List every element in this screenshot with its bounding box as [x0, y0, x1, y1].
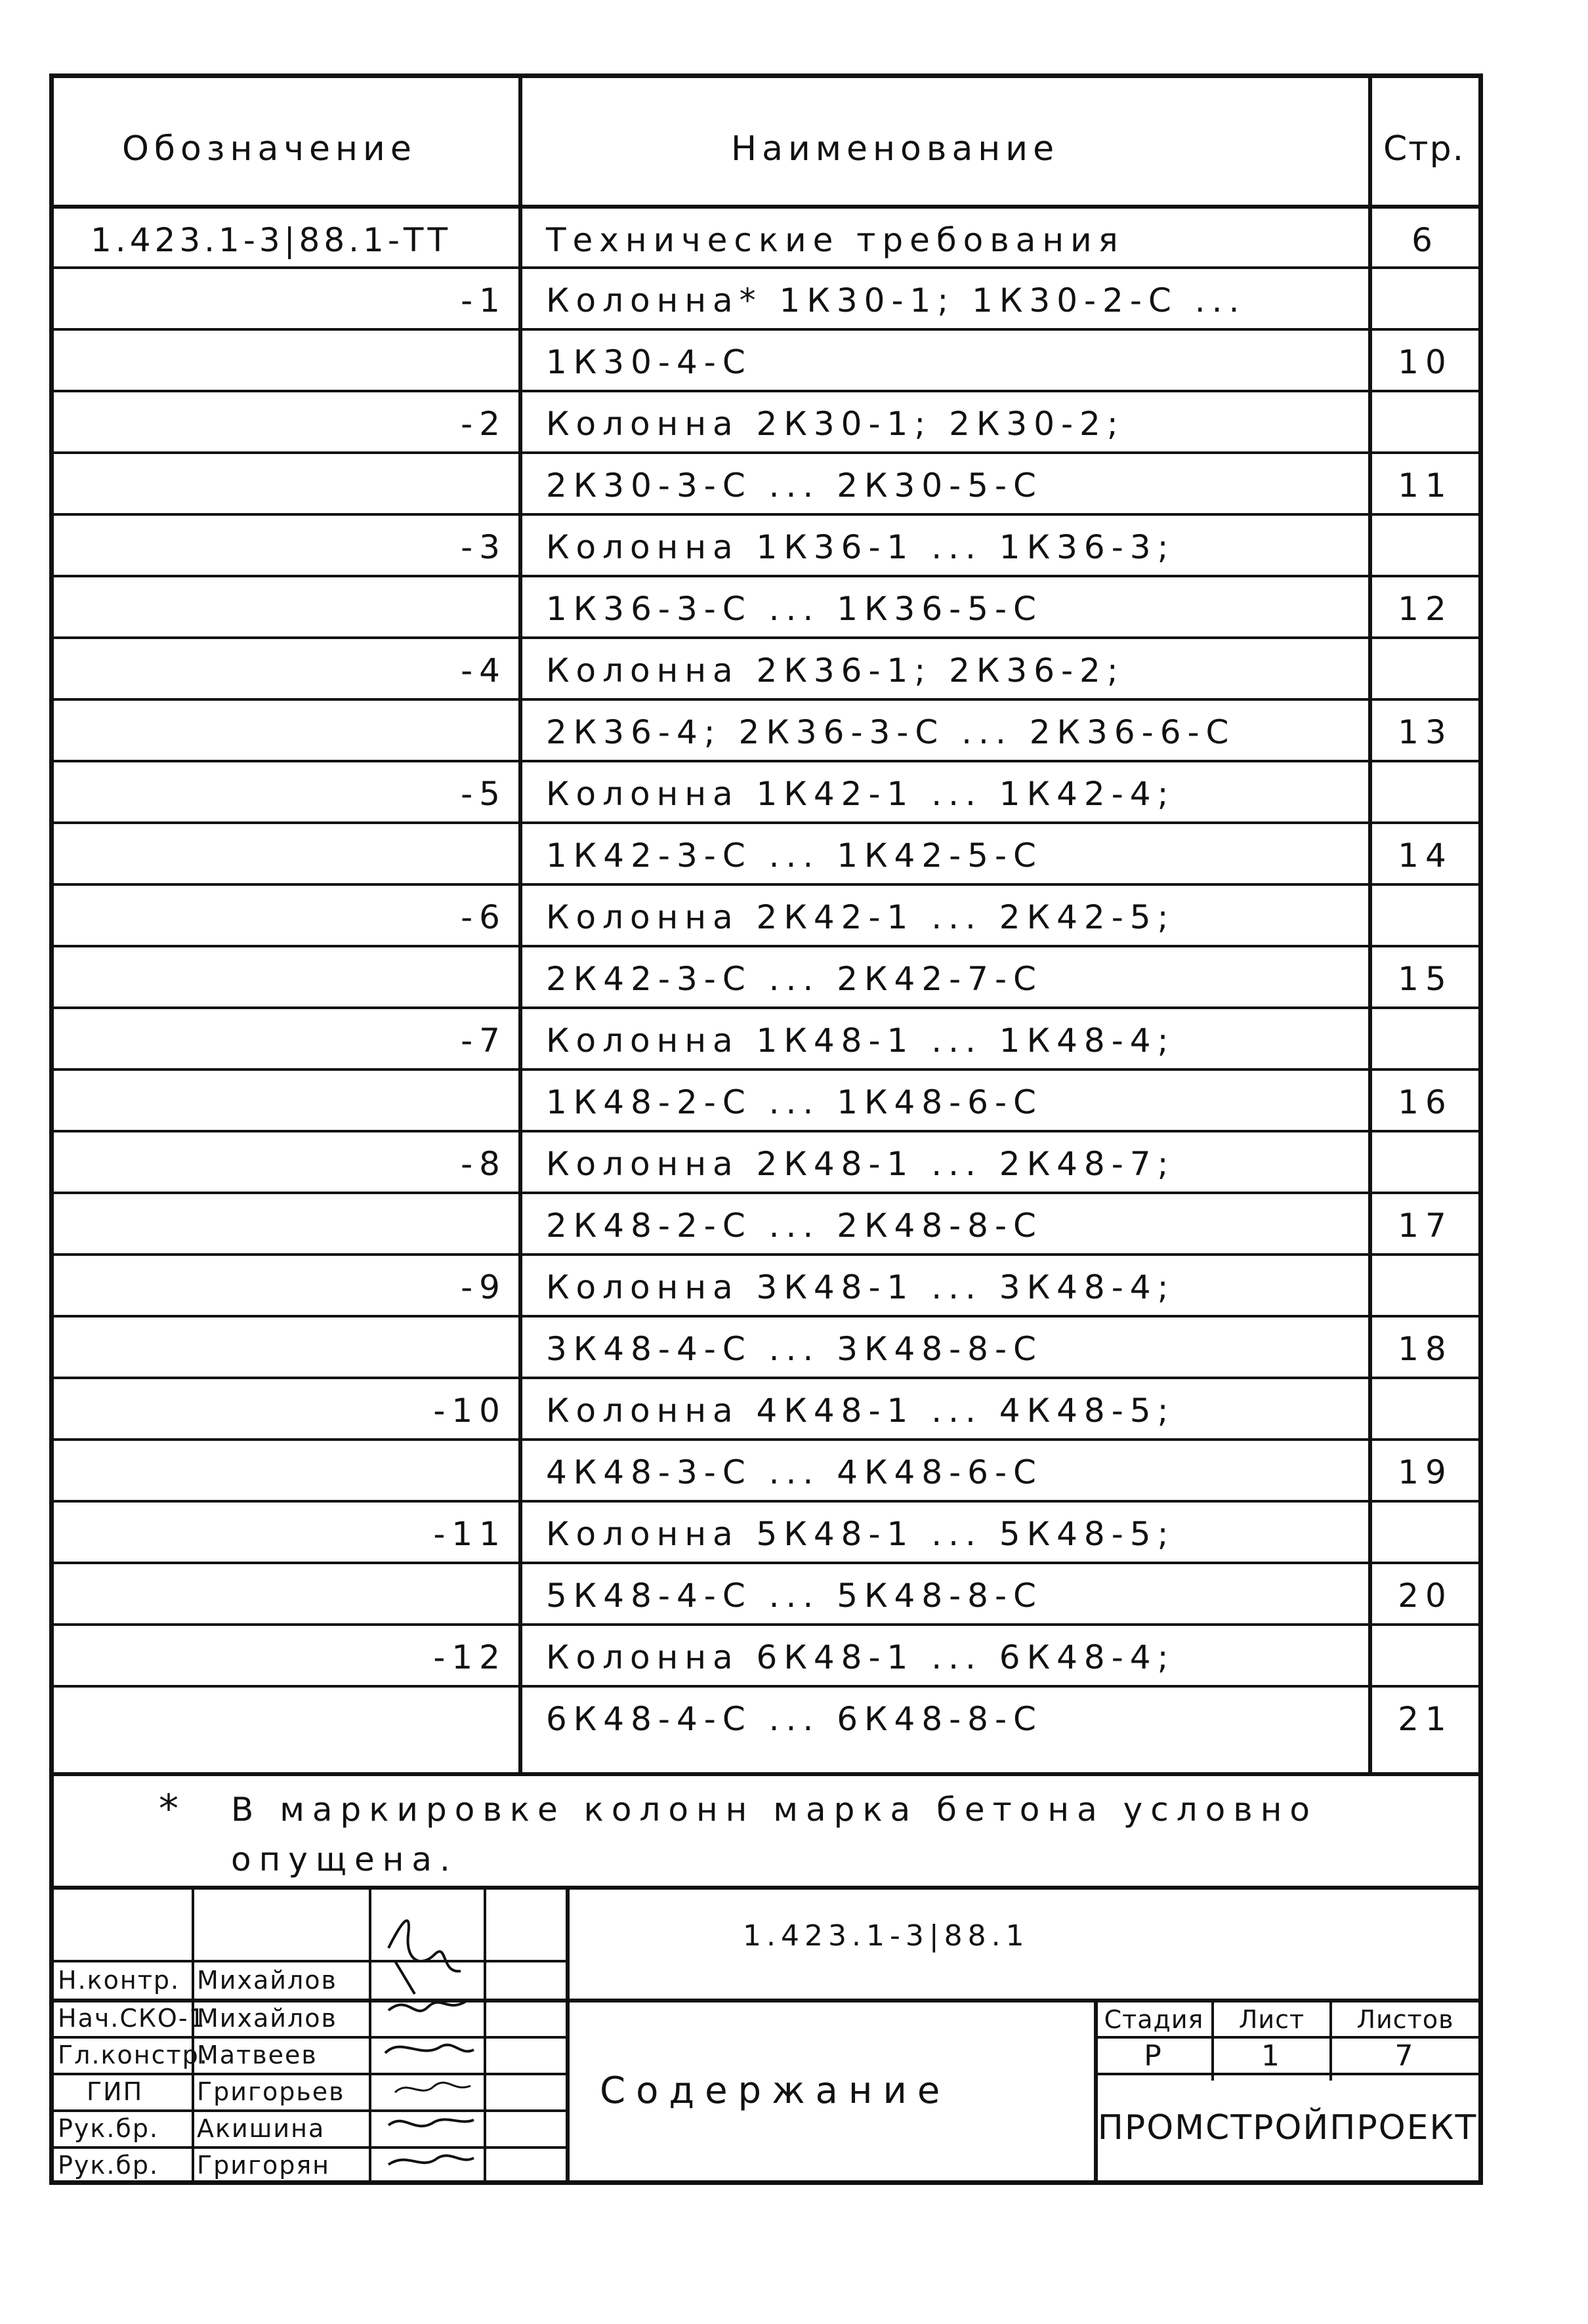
row-name: Колонна 4К48-1 ... 4К48-5;: [546, 1392, 1175, 1430]
doc-code: 1.423.1-3|88.1: [743, 1919, 1030, 1953]
row-code: -12: [433, 1638, 507, 1676]
tb-hline: [54, 1999, 1478, 2002]
row-name: Колонна 5К48-1 ... 5К48-5;: [546, 1515, 1175, 1553]
staff-role: Нач.СКО-1: [58, 2004, 206, 2033]
row-page: 20: [1398, 1577, 1453, 1615]
row-name: Колонна 1К42-1 ... 1К42-4;: [546, 775, 1175, 813]
stage-value: Р: [1144, 2039, 1164, 2073]
row-separator: [54, 1130, 1478, 1132]
row-name: 1К42-3-С ... 1К42-5-С: [546, 837, 1043, 875]
row-name: 2К48-2-С ... 2К48-8-С: [546, 1207, 1043, 1245]
row-page: 17: [1398, 1207, 1453, 1245]
tb-hline: [54, 1960, 566, 1962]
row-name: 1К36-3-С ... 1К36-5-С: [546, 590, 1043, 628]
row-separator: [54, 1315, 1478, 1318]
sheet-value: 1: [1261, 2039, 1282, 2073]
signatures-graphic: [375, 1896, 480, 2178]
column-divider-2: [1368, 78, 1372, 1772]
header-name: Наименование: [731, 129, 1060, 169]
row-page: 11: [1398, 467, 1453, 505]
row-name: Колонна* 1К30-1; 1К30-2-С ...: [546, 281, 1246, 320]
row-page: 18: [1398, 1330, 1453, 1368]
row-separator: [54, 1562, 1478, 1564]
row-name: Колонна 2К30-1; 2К30-2;: [546, 405, 1125, 443]
row-separator: [54, 1623, 1478, 1626]
row-name: Колонна 2К42-1 ... 2К42-5;: [546, 898, 1175, 936]
note-divider: [54, 1772, 1478, 1776]
row-page: 13: [1398, 713, 1453, 751]
row-code: -8: [461, 1145, 507, 1183]
row-code: -1: [461, 281, 507, 320]
staff-role: ГИП: [87, 2077, 144, 2106]
sheet-label: Лист: [1238, 2005, 1305, 2034]
staff-role: Гл.констр.: [58, 2041, 209, 2069]
tb-hline: [1094, 2036, 1478, 2039]
header-divider: [54, 205, 1478, 209]
header-designation: Обозначение: [122, 129, 417, 169]
tb-hline: [54, 2109, 566, 2112]
row-page: 14: [1398, 837, 1453, 875]
row-separator: [54, 390, 1478, 392]
tb-vline: [369, 1886, 371, 2185]
row-separator: [54, 513, 1478, 516]
stage-label: Стадия: [1104, 2005, 1204, 2034]
tb-hline: [1094, 2073, 1478, 2075]
row-code: -2: [461, 405, 507, 443]
row-name: 2К36-4; 2К36-3-С ... 2К36-6-С: [546, 713, 1236, 751]
row-page: 6: [1411, 221, 1439, 259]
row-name: 5К48-4-С ... 5К48-8-С: [546, 1577, 1043, 1615]
row-code: -7: [461, 1022, 507, 1060]
row-separator: [54, 451, 1478, 454]
drawing-sheet: [49, 73, 1483, 2185]
note-line-1: В маркировке колонн марка бетона условно: [231, 1791, 1318, 1829]
row-separator: [54, 1253, 1478, 1256]
row-separator: [54, 760, 1478, 762]
sheets-label: Листов: [1356, 2005, 1454, 2034]
staff-role: Н.контр.: [58, 1966, 180, 1995]
header-page: Стр.: [1383, 129, 1465, 169]
title-block-top: [54, 1886, 1478, 1890]
staff-name: Григорян: [197, 2151, 331, 2180]
row-separator: [54, 266, 1478, 269]
row-name: 1К48-2-С ... 1К48-6-С: [546, 1083, 1043, 1121]
staff-name: Михайлов: [197, 1966, 337, 1995]
staff-role: Рук.бр.: [58, 2114, 159, 2143]
tb-hline: [54, 2036, 566, 2039]
staff-role: Рук.бр.: [58, 2151, 159, 2180]
staff-name: Михайлов: [197, 2004, 337, 2033]
row-code: -5: [461, 775, 507, 813]
row-separator: [54, 1068, 1478, 1071]
row-name: Технические требования: [546, 221, 1125, 259]
sheets-value: 7: [1394, 2039, 1416, 2073]
tb-vline: [566, 1886, 570, 2185]
tb-hline: [54, 2073, 566, 2075]
row-code: 1.423.1-3|88.1-ТТ: [91, 221, 451, 259]
document-title: Содержание: [600, 2069, 951, 2112]
row-page: 21: [1398, 1700, 1453, 1738]
note-mark: *: [159, 1786, 185, 1832]
row-separator: [54, 821, 1478, 824]
row-separator: [54, 575, 1478, 577]
row-name: 6К48-4-С ... 6К48-8-С: [546, 1700, 1043, 1738]
row-page: 12: [1398, 590, 1453, 628]
row-name: 1К30-4-С: [546, 343, 752, 381]
row-page: 16: [1398, 1083, 1453, 1121]
row-name: Колонна 1К48-1 ... 1К48-4;: [546, 1022, 1175, 1060]
tb-vline: [192, 1886, 194, 2185]
row-code: -6: [461, 898, 507, 936]
row-separator: [54, 1438, 1478, 1441]
row-separator: [54, 698, 1478, 701]
row-separator: [54, 1500, 1478, 1503]
row-name: Колонна 2К48-1 ... 2К48-7;: [546, 1145, 1175, 1183]
row-separator: [54, 1006, 1478, 1009]
staff-name: Акишина: [197, 2114, 325, 2143]
row-name: 3К48-4-С ... 3К48-8-С: [546, 1330, 1043, 1368]
row-code: -4: [461, 652, 507, 690]
organization: ПРОМСТРОЙПРОЕКТ: [1097, 2108, 1478, 2148]
note-line-2: опущена.: [231, 1840, 458, 1878]
row-name: Колонна 2К36-1; 2К36-2;: [546, 652, 1125, 690]
row-name: Колонна 3К48-1 ... 3К48-4;: [546, 1268, 1175, 1306]
row-separator: [54, 1192, 1478, 1194]
row-code: -11: [433, 1515, 507, 1553]
row-name: 2К42-3-С ... 2К42-7-С: [546, 960, 1043, 998]
tb-vline: [484, 1886, 486, 2185]
row-separator: [54, 1685, 1478, 1688]
staff-name: Григорьев: [197, 2077, 345, 2106]
tb-hline: [54, 2146, 566, 2149]
row-name: 2К30-3-С ... 2К30-5-С: [546, 467, 1043, 505]
row-name: Колонна 6К48-1 ... 6К48-4;: [546, 1638, 1175, 1676]
row-name: 4К48-3-С ... 4К48-6-С: [546, 1453, 1043, 1491]
row-code: -9: [461, 1268, 507, 1306]
row-name: Колонна 1К36-1 ... 1К36-3;: [546, 528, 1175, 566]
staff-name: Матвеев: [197, 2041, 318, 2069]
row-separator: [54, 945, 1478, 947]
row-page: 10: [1398, 343, 1453, 381]
row-separator: [54, 636, 1478, 639]
row-separator: [54, 1377, 1478, 1379]
row-code: -10: [433, 1392, 507, 1430]
row-page: 19: [1398, 1453, 1453, 1491]
row-separator: [54, 328, 1478, 331]
row-code: -3: [461, 528, 507, 566]
column-divider-1: [518, 78, 522, 1772]
row-page: 15: [1398, 960, 1453, 998]
row-separator: [54, 883, 1478, 886]
